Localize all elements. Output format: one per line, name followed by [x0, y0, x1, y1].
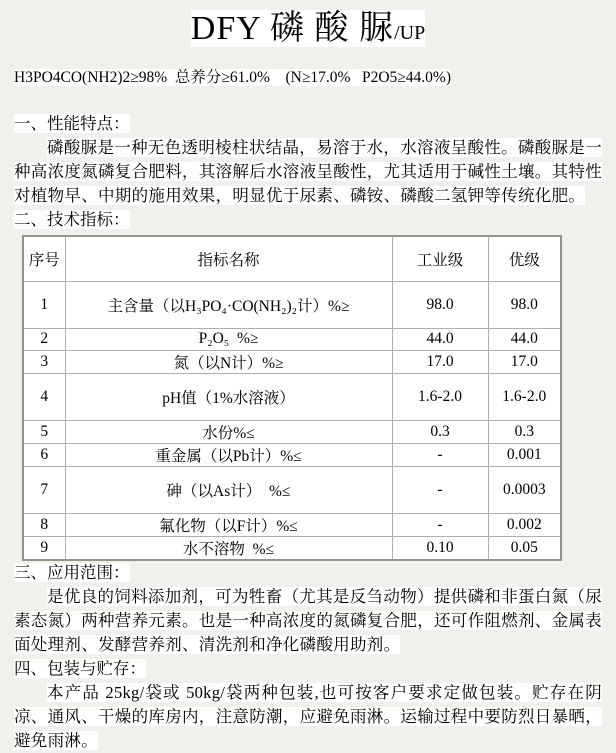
industrial-grade-cell: 1.6-2.0: [392, 373, 488, 420]
header-industrial-grade: 工业级: [392, 236, 488, 281]
indicator-name-cell: 氟化物（以F计）%≤: [65, 513, 392, 536]
table-row: [23, 350, 561, 373]
product-title-text: DFY 磷 酸 脲: [190, 10, 395, 47]
indicator-name-cell: 氮（以N计）%≥: [65, 350, 392, 373]
section-heading-applications: 三、应用范围：: [14, 563, 130, 582]
serial-cell: 1: [23, 281, 65, 328]
page-title: [14, 8, 602, 54]
formula-line: [14, 68, 602, 88]
indicator-name-cell: 水份%≤: [65, 420, 392, 443]
indicator-name-cell: pH值（1%水溶液）: [65, 373, 392, 420]
industrial-grade-cell: 44.0: [392, 328, 488, 350]
indicator-name-cell: 砷（以As计） %≤: [65, 466, 392, 513]
serial-cell: 4: [23, 373, 65, 420]
premium-grade-cell: 44.0: [488, 328, 561, 350]
premium-grade-cell: 0.002: [488, 513, 561, 536]
industrial-grade-cell: 98.0: [392, 281, 488, 328]
premium-grade-cell: 0.0003: [488, 466, 561, 513]
header-premium-grade: 优级: [488, 236, 561, 281]
indicator-name-cell: 水不溶物 %≤: [65, 536, 392, 560]
table-row: [23, 443, 561, 466]
industrial-grade-cell: -: [392, 466, 488, 513]
table-row: [23, 420, 561, 443]
serial-cell: 9: [23, 536, 65, 560]
table-row: [23, 536, 561, 560]
industrial-grade-cell: 0.10: [392, 536, 488, 560]
premium-grade-cell: 98.0: [488, 281, 561, 328]
table-row: [23, 373, 561, 420]
industrial-grade-cell: 0.3: [392, 420, 488, 443]
industrial-grade-cell: -: [392, 513, 488, 536]
premium-grade-cell: 1.6-2.0: [488, 373, 561, 420]
premium-grade-cell: 17.0: [488, 350, 561, 373]
table-header-row: [23, 236, 561, 281]
header-serial: 序号: [23, 236, 65, 281]
product-title-suffix: /UP: [394, 22, 426, 44]
table-row: [23, 513, 561, 536]
premium-grade-cell: 0.3: [488, 420, 561, 443]
premium-grade-cell: 0.001: [488, 443, 561, 466]
section-body-applications: 是优良的饲料添加剂，可为牲畜（尤其是反刍动物）提供磷和非蛋白氮（尿素态氮）两种营养元素。也是一种高浓度的氮磷复合肥，还可作阻燃剂、金属表面处理剂、发酵营养剂、清洗剂和净化磷酸用助剂。: [14, 587, 602, 654]
section-body-packaging: 本产品 25kg/袋或 50kg/袋两种包装,也可按客户要求定做包装。贮存在阴凉、通风、干燥的库房内，注意防潮，应避免雨淋。运输过程中要防烈日暴晒，避免雨淋。: [14, 683, 602, 750]
table-row: [23, 281, 561, 328]
serial-cell: 7: [23, 466, 65, 513]
table-row: [23, 466, 561, 513]
indicator-name-cell: 主含量（以H₃PO₄·CO(NH₂)₂计）%≥: [65, 281, 392, 328]
serial-cell: 6: [23, 443, 65, 466]
serial-cell: 8: [23, 513, 65, 536]
section-heading-packaging: 四、包装与贮存：: [14, 659, 146, 678]
serial-cell: 5: [23, 420, 65, 443]
section-heading-specs: 二、技术指标：: [14, 210, 130, 229]
section-heading-performance: 一、性能特点：: [14, 114, 130, 133]
table-row: [23, 328, 561, 350]
formula-text: H3PO4CO(NH2)2≥98% 总养分≥61.0% (N≥17.0% P2O5≥44.0%): [14, 69, 452, 86]
indicator-name-cell: 重金属（以Pb计）%≤: [65, 443, 392, 466]
indicator-name-cell: P₂O₅ %≥: [65, 328, 392, 350]
section-body-performance: 磷酸脲是一种无色透明棱柱状结晶，易溶于水，水溶液呈酸性。磷酸脲是一种高浓度氮磷复合肥料，其溶解后水溶液呈酸性，尤其适用于碱性土壤。其特性对植物早、中期的施用效果，明显优于尿素、磷铵、磷酸二氢钾等传统化肥。: [14, 138, 602, 205]
serial-cell: 3: [23, 350, 65, 373]
header-indicator-name: 指标名称: [65, 236, 392, 281]
spec-table: [22, 235, 562, 561]
industrial-grade-cell: -: [392, 443, 488, 466]
serial-cell: 2: [23, 328, 65, 350]
premium-grade-cell: 0.05: [488, 536, 561, 560]
industrial-grade-cell: 17.0: [392, 350, 488, 373]
